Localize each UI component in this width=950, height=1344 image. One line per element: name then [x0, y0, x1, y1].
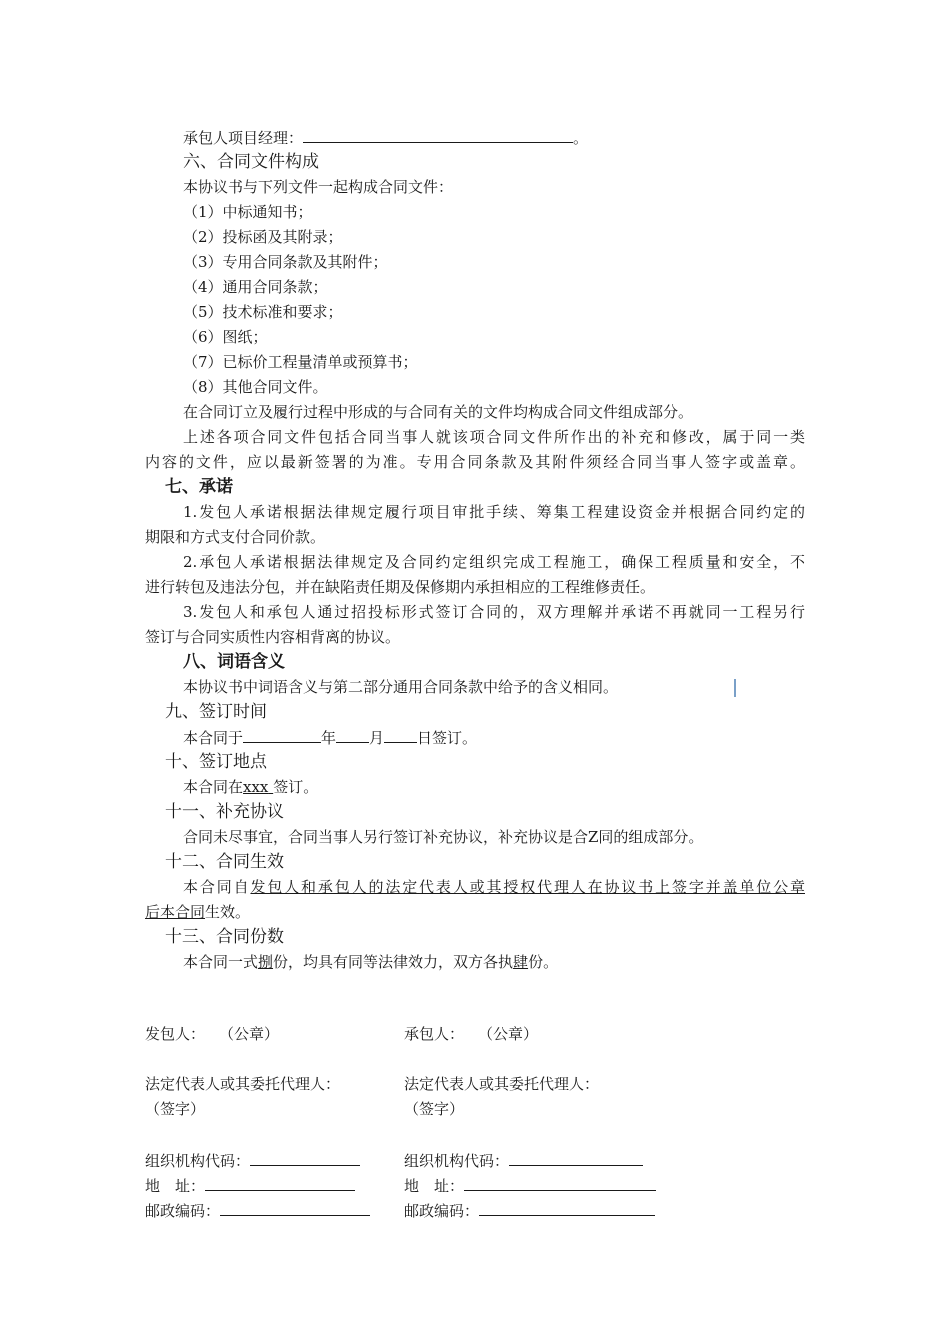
- year-label: 年: [321, 729, 337, 747]
- employer-zip-label: 邮政编码：: [145, 1202, 221, 1220]
- effective-condition-end: 后本合同: [145, 903, 206, 921]
- contractor-label: 承包人：: [404, 1025, 465, 1043]
- employer-org-code-line: [145, 1150, 360, 1171]
- employer-address-label: 地 址：: [145, 1177, 206, 1195]
- contractor-zip-blank: [479, 1200, 655, 1216]
- effective-condition: 发包人和承包人的法定代表人或其授权代理人在协议书上签字并盖单位公章: [250, 878, 805, 896]
- project-manager-blank: [303, 127, 573, 143]
- day-blank: [384, 727, 417, 743]
- contractor-address-label: 地 址：: [404, 1177, 465, 1195]
- section-7-p2-line-2: 进行转包及违法分包，并在缺陷责任期及保修期内承担相应的工程维修责任。: [145, 578, 656, 596]
- signing-place-line: [183, 777, 318, 797]
- employer-seal: （公章）: [219, 1025, 280, 1043]
- section-13-heading: 十三、合同份数: [165, 927, 284, 947]
- contract-doc-item: （7）已标价工程量清单或预算书；: [183, 353, 418, 371]
- contract-doc-item: （8）其他合同文件。: [183, 378, 328, 396]
- year-blank: [243, 727, 321, 743]
- contractor-party-line: [404, 1024, 538, 1044]
- contractor-zip-line: [404, 1200, 655, 1221]
- section-7-heading: 七、承诺: [165, 477, 233, 497]
- employer-address-line: [145, 1175, 355, 1196]
- section-8-heading: 八、词语含义: [183, 652, 285, 672]
- section-6-intro: 本协议书与下列文件一起构成合同文件：: [183, 178, 454, 196]
- signing-place-prefix: 本合同在: [183, 778, 244, 796]
- period: 。: [573, 129, 589, 147]
- contract-doc-item: （1）中标通知书；: [183, 203, 313, 221]
- project-manager-label: 承包人项目经理：: [183, 129, 304, 147]
- section-7-p1-line-2: 期限和方式支付合同价款。: [145, 528, 326, 546]
- contractor-org-code-blank: [509, 1150, 643, 1166]
- contractor-signature-label: （签字）: [404, 1100, 465, 1118]
- signing-place-value: xxx: [243, 778, 269, 796]
- employer-rep-label: 法定代表人或其委托代理人：: [145, 1075, 341, 1093]
- contractor-address-blank: [464, 1175, 656, 1191]
- section-12-line-2: [145, 902, 250, 922]
- signing-place-suffix: 签订。: [273, 778, 319, 796]
- section-11-heading: 十一、补充协议: [165, 802, 284, 822]
- section-6-paragraph-1: 在合同订立及履行过程中形成的与合同有关的文件均构成合同文件组成部分。: [183, 403, 694, 421]
- section-11-text: 合同未尽事宜，合同当事人另行签订补充协议，补充协议是合Z同的组成部分。: [183, 828, 704, 846]
- contractor-zip-label: 邮政编码：: [404, 1202, 480, 1220]
- total-copies: 捌: [258, 953, 274, 971]
- section-6-paragraph-2-line-2: 内容的文件，应以最新签署的为准。专用合同条款及其附件须经合同当事人签字或盖章。: [145, 453, 805, 471]
- employer-signature-label: （签字）: [145, 1100, 206, 1118]
- contract-doc-item: （4）通用合同条款；: [183, 278, 328, 296]
- contract-doc-item: （5）技术标准和要求；: [183, 303, 343, 321]
- contractor-org-code-line: [404, 1150, 643, 1171]
- copies-prefix: 本合同一式: [183, 953, 259, 971]
- contractor-rep-label: 法定代表人或其委托代理人：: [404, 1075, 600, 1093]
- month-label: 月: [369, 729, 385, 747]
- section-7-p3-line-2: 签订与合同实质性内容相背离的协议。: [145, 628, 401, 646]
- contract-doc-item: （3）专用合同条款及其附件；: [183, 253, 388, 271]
- employer-address-blank: [205, 1175, 355, 1191]
- employer-party-line: [145, 1024, 279, 1044]
- contract-doc-item: （2）投标函及其附录；: [183, 228, 343, 246]
- section-8-text: 本协议书中词语含义与第二部分通用合同条款中给予的含义相同。: [183, 678, 619, 696]
- section-12-line-1: [183, 877, 805, 897]
- section-10-heading: 十、签订地点: [165, 752, 267, 772]
- contractor-seal: （公章）: [478, 1025, 539, 1043]
- copies-suffix: 份。: [528, 953, 559, 971]
- copies-middle: 份，均具有同等法律效力，双方各执: [273, 953, 514, 971]
- contractor-org-code-label: 组织机构代码：: [404, 1152, 510, 1170]
- employer-label: 发包人：: [145, 1025, 206, 1043]
- project-manager-line: [183, 127, 588, 148]
- employer-org-code-blank: [250, 1150, 360, 1166]
- month-blank: [336, 727, 369, 743]
- each-party-copies: 肆: [513, 953, 529, 971]
- section-7-p2-line-1: 2.承包人承诺根据法律规定及合同约定组织完成工程施工，确保工程质量和安全，不: [183, 553, 805, 571]
- section-7-p1-line-1: 1.发包人承诺根据法律规定履行项目审批手续、筹集工程建设资金并根据合同约定的: [183, 503, 805, 521]
- section-12-heading: 十二、合同生效: [165, 852, 284, 872]
- employer-zip-blank: [220, 1200, 370, 1216]
- copies-line: [183, 952, 558, 972]
- section-7-p3-line-1: 3.发包人和承包人通过招投标形式签订合同的，双方理解并承诺不再就同一工程另行: [183, 603, 805, 621]
- employer-org-code-label: 组织机构代码：: [145, 1152, 251, 1170]
- effective-prefix: 本合同自: [183, 878, 251, 896]
- section-9-heading: 九、签订时间: [165, 702, 267, 722]
- employer-zip-line: [145, 1200, 370, 1221]
- text-cursor: [734, 679, 736, 697]
- signing-date-prefix: 本合同于: [183, 729, 244, 747]
- day-suffix: 日签订。: [417, 729, 478, 747]
- section-6-heading: 六、合同文件构成: [183, 152, 319, 172]
- contractor-address-line: [404, 1175, 656, 1196]
- section-6-paragraph-2-line-1: 上述各项合同文件包括合同当事人就该项合同文件所作出的补充和修改，属于同一类: [183, 428, 805, 446]
- contract-doc-item: （6）图纸；: [183, 328, 268, 346]
- signing-date-line: [183, 727, 477, 748]
- effective-suffix: 生效。: [205, 903, 251, 921]
